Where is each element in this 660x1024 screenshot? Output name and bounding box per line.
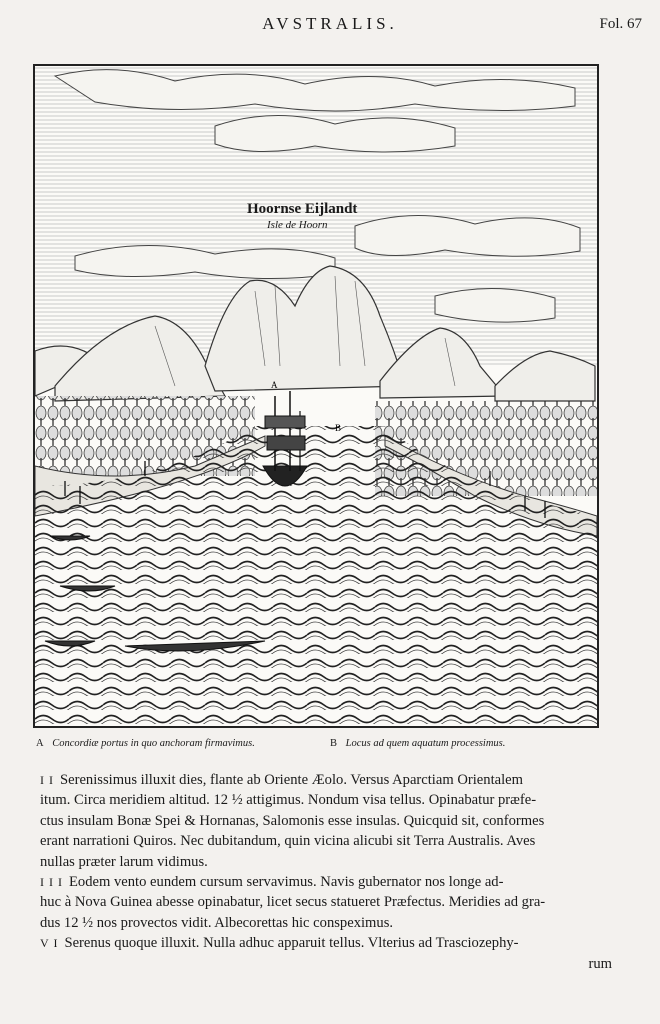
paragraph-number: I I (40, 773, 54, 787)
text-line: dus 12 ½ nos provectos vidit. Albecorettas hic conspeximus. (40, 914, 394, 931)
caption-b (330, 738, 505, 749)
paragraph (40, 872, 612, 933)
ship-illustration (263, 391, 307, 486)
text-line: huc à Nova Guinea abesse opinabatur, licet secus statueret Præfectus. Meridies ad gra- (40, 894, 546, 911)
plate-subtitle: Isle de Hoorn (267, 219, 328, 231)
caption-a-key: A (36, 738, 44, 749)
caption-b-key: B (330, 738, 338, 749)
body-text (40, 770, 612, 974)
folio-number: Fol. 67 (599, 16, 642, 32)
paragraph (40, 770, 612, 872)
paragraph (40, 933, 612, 953)
text-line-end: rum (588, 955, 612, 972)
caption-b-text: Locus ad quem aquatum processimus. (345, 738, 506, 749)
text-line: ctus insulam Bonæ Spei & Hornanas, Salomonis esse insulas. Quicquid sit, conformes (40, 812, 545, 829)
marker-a: A (271, 380, 278, 390)
engraving-plate (33, 64, 599, 728)
text-line: erant narrationi Quiros. Nec dubitandum, quin vicina alicubi sit Terra Australis. Aves (40, 833, 536, 850)
paragraph-number: V I (40, 936, 59, 951)
text-line: I I I Eodem vento eundem cursum servavimus. Navis gubernator nos longe ad- (40, 874, 504, 891)
engraving-illustration (35, 66, 597, 726)
marker-b: B (335, 423, 342, 433)
caption-a (36, 738, 255, 749)
page-header (0, 14, 660, 40)
text-line: itum. Circa meridiem altitud. 12 ½ attigimus. Nondum visa tellus. Opinabatur præfe- (40, 792, 537, 809)
plate-caption (36, 738, 636, 756)
text-line: I I Serenissimus illuxit dies, flante ab Oriente Æolo. Versus Aparctiam Orientalem (40, 772, 523, 788)
caption-a-text: Concordiæ portus in quo anchoram firmavimus. (52, 738, 255, 749)
text-line: V I Serenus quoque illuxit. Nulla adhuc apparuit tellus. Vlterius ad Trasciozephy- (40, 935, 519, 952)
running-title: AVSTRALIS. (262, 14, 398, 33)
paragraph-number: I I I (40, 875, 63, 890)
text-line: nullas præter larum vidimus. (40, 853, 208, 870)
plate-title: Hoornse Eijlandt (247, 201, 358, 217)
